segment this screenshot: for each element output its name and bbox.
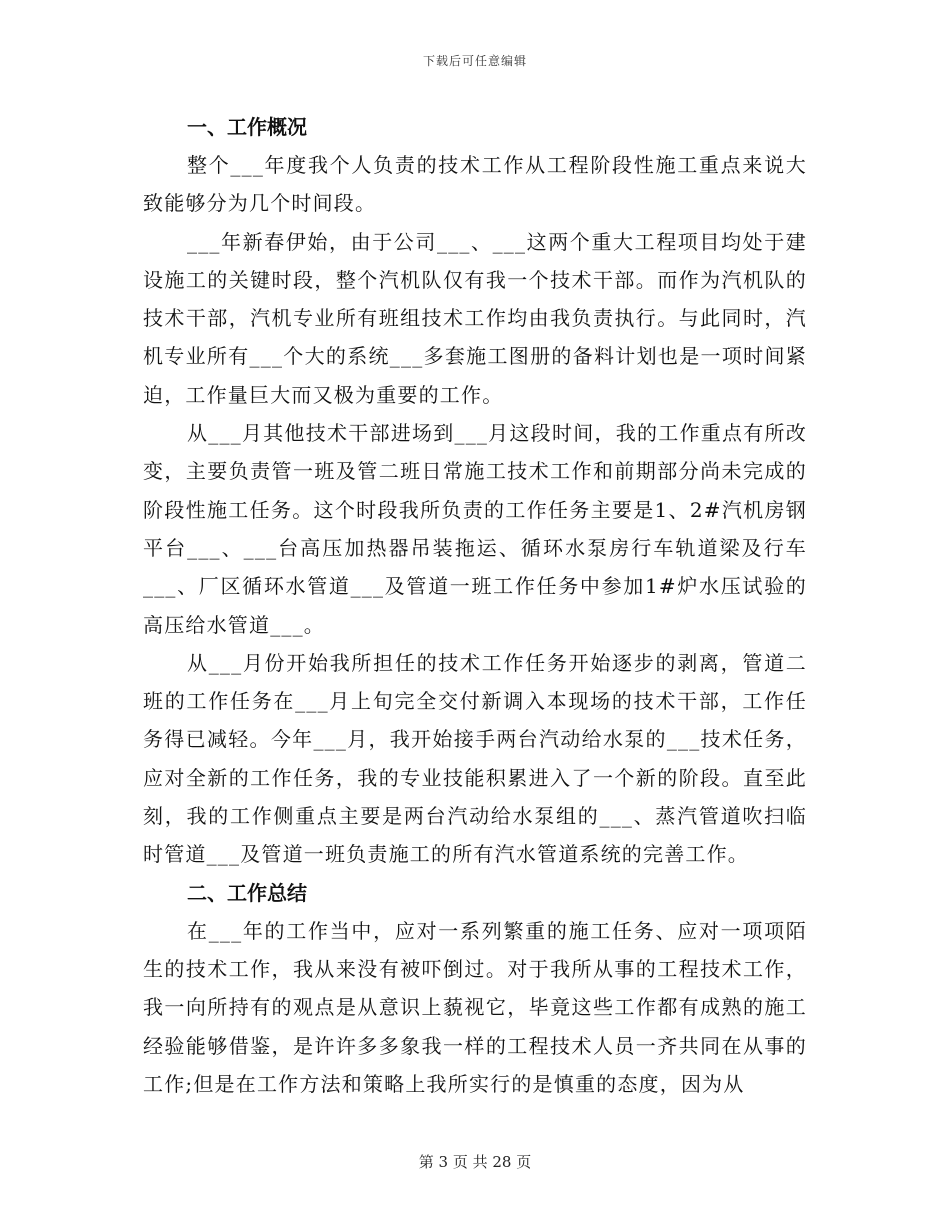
paragraph: 从___月其他技术干部进场到___月这段时间，我的工作重点有所改变，主要负责管一班及管二班日常施工技术工作和前期部分尚未完成的阶段性施工任务。这个时段我所负责的工作任务主要是1、2#汽机房钢平台___、___台高压加热器吊装拖运、循环水泵房行车轨道梁及行车___、厂区循环水管道___及管道一班工作任务中参加1#炉水压试验的高压给水管道___。 [143,421,807,637]
section-heading-work-overview: 一、工作概况 [187,115,307,139]
paragraph: 整个___年度我个人负责的技术工作从工程阶段性施工重点来说大致能够分为几个时间段。 [143,153,807,216]
document-body [143,108,807,1103]
paragraph: 在___年的工作当中，应对一系列繁重的施工任务、应对一项项陌生的技术工作，我从来没有被吓倒过。对于我所从事的工程技术工作，我一向所持有的观点是从意识上藐视它，毕竟这些工作都有成熟的施工经验能够借鉴，是许许多多象我一样的工程技术人员一齐共同在从事的工作;但是在工作方法和策略上我所实行的是慎重的态度，因为从 [143,918,807,1096]
page-header-note: 下载后可任意编辑 [422,54,527,68]
paragraph: ___年新春伊始，由于公司___、___这两个重大工程项目均处于建设施工的关键时段，整个汽机队仅有我一个技术干部。而作为汽机队的技术干部，汽机专业所有班组技术工作均由我负责执行。与此同时，汽机专业所有___个大的系统___多套施工图册的备料计划也是一项时间紧迫，工作量巨大而又极为重要的工作。 [143,229,807,407]
page-number-footer: 第 3 页 共 28 页 [418,1153,532,1171]
paragraph: 从___月份开始我所担任的技术工作任务开始逐步的剥离，管道二班的工作任务在___月上旬完全交付新调入本现场的技术干部，工作任务得已减轻。今年___月，我开始接手两台汽动给水泵的___技术任务，应对全新的工作任务，我的专业技能积累进入了一个新的阶段。直至此刻，我的工作侧重点主要是两台汽动给水泵组的___、蒸汽管道吹扫临时管道___及管道一班负责施工的所有汽水管道系统的完善工作。 [143,650,807,867]
section-heading-work-summary: 二、工作总结 [187,880,307,905]
